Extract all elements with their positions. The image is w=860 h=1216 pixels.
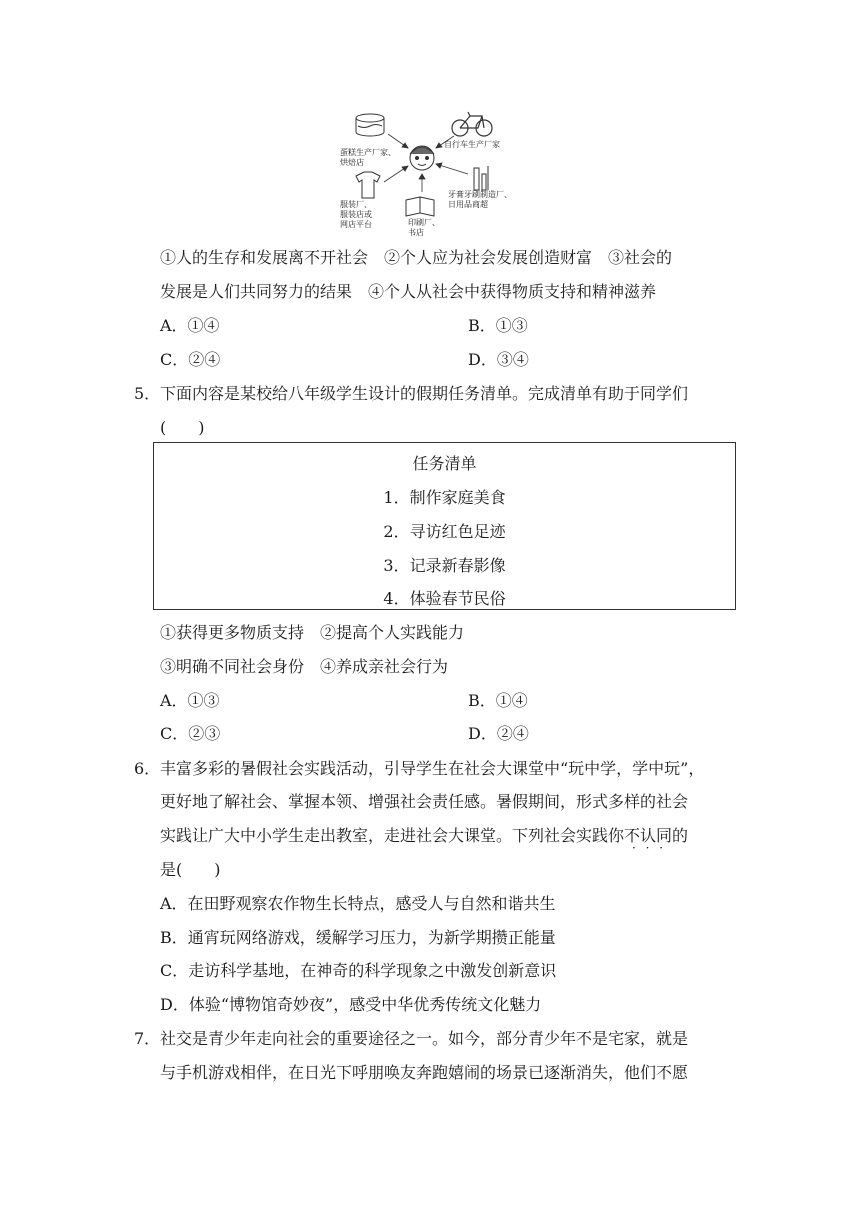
q6-stem-line-4: 是( ) bbox=[160, 860, 221, 879]
task-list-title: 任务清单 bbox=[412, 454, 477, 473]
cake-icon bbox=[356, 114, 384, 136]
q6-stem-line-3-tail: 的 bbox=[672, 826, 689, 845]
clothes-caption: 服装厂、 服装店或 网店平台 bbox=[340, 200, 372, 229]
q7-stem-line-2: 与手机游戏相伴，在日光下呼朋唤友奔跑嬉闹的场景已逐渐消失，他们不愿 bbox=[160, 1063, 689, 1082]
q5-option-c[interactable]: C．②③ bbox=[160, 724, 221, 743]
q6-stem-line-3-text: 实践让广大中小学生走出教室，走进社会大课堂。下列社会实践你 bbox=[160, 826, 625, 845]
q5-stem: 下面内容是某校给八年级学生设计的假期任务清单。完成清单有助于同学们 bbox=[160, 384, 689, 403]
task-item-2: 2．寻访红色足迹 bbox=[383, 522, 506, 541]
q5-option-a[interactable]: A．①③ bbox=[160, 691, 220, 710]
task-list-box bbox=[153, 442, 736, 610]
task-item-4: 4．体验春节民俗 bbox=[383, 589, 506, 608]
q5-option-d[interactable]: D．②④ bbox=[468, 724, 529, 743]
q6-stem-line-3 bbox=[160, 823, 688, 846]
cake-caption: 蛋糕生产厂家、 烘焙店 bbox=[340, 148, 396, 167]
q4-option-a[interactable]: A．①④ bbox=[160, 316, 220, 335]
q7-number: 7． bbox=[134, 1029, 161, 1048]
q6-stem-line-1: 丰富多彩的暑假社会实践活动，引导学生在社会大课堂中“玩中学，学中玩”， bbox=[160, 759, 705, 778]
bike-caption: 自行车生产厂家 bbox=[444, 140, 500, 149]
q4-option-c[interactable]: C．②④ bbox=[160, 350, 221, 369]
q6-emphasis: 不认同 · · · bbox=[624, 826, 672, 845]
q5-option-b[interactable]: B．①④ bbox=[468, 691, 528, 710]
social-support-figure bbox=[336, 104, 526, 236]
toothpaste-icon bbox=[474, 166, 488, 190]
q5-statement-line-2: ③明确不同社会身份 ④养成亲社会行为 bbox=[160, 657, 449, 676]
q4-statement-line-1: ①人的生存和发展离不开社会 ②个人应为社会发展创造财富 ③社会的 bbox=[160, 248, 673, 267]
task-item-1: 1．制作家庭美食 bbox=[383, 488, 506, 507]
task-item-3: 3．记录新春影像 bbox=[383, 556, 506, 575]
toothpaste-caption: 牙膏牙刷制造厂、 日用品商超 bbox=[448, 190, 512, 209]
child-icon bbox=[410, 146, 434, 170]
q6-number: 6． bbox=[134, 759, 161, 778]
books-icon bbox=[406, 197, 434, 216]
books-caption: 印刷厂、 书店 bbox=[408, 218, 440, 237]
q6-option-a[interactable]: A．在田野观察农作物生长特点，感受人与自然和谐共生 bbox=[160, 894, 556, 913]
q5-statement-line-1: ①获得更多物质支持 ②提高个人实践能力 bbox=[160, 623, 465, 642]
q4-option-d[interactable]: D．③④ bbox=[468, 350, 529, 369]
q7-stem-line-1: 社交是青少年走向社会的重要途径之一。如今，部分青少年不是宅家，就是 bbox=[160, 1029, 689, 1048]
q6-stem-line-2: 更好地了解社会、掌握本领、增强社会责任感。暑假期间，形式多样的社会 bbox=[160, 792, 689, 811]
q6-option-c[interactable]: C．走访科学基地，在神奇的科学现象之中激发创新意识 bbox=[160, 961, 557, 980]
q5-blank: ( ) bbox=[160, 418, 205, 437]
clothes-icon bbox=[356, 172, 380, 198]
q6-option-b[interactable]: B．通宵玩网络游戏，缓解学习压力，为新学期攒正能量 bbox=[160, 928, 556, 947]
bicycle-icon bbox=[452, 112, 492, 136]
q4-option-b[interactable]: B．①③ bbox=[468, 316, 528, 335]
q5-number: 5． bbox=[134, 384, 161, 403]
q6-option-d[interactable]: D．体验“博物馆奇妙夜”，感受中华优秀传统文化魅力 bbox=[160, 995, 542, 1014]
q4-statement-line-2: 发展是人们共同努力的结果 ④个人从社会中获得物质支持和精神滋养 bbox=[160, 282, 657, 301]
